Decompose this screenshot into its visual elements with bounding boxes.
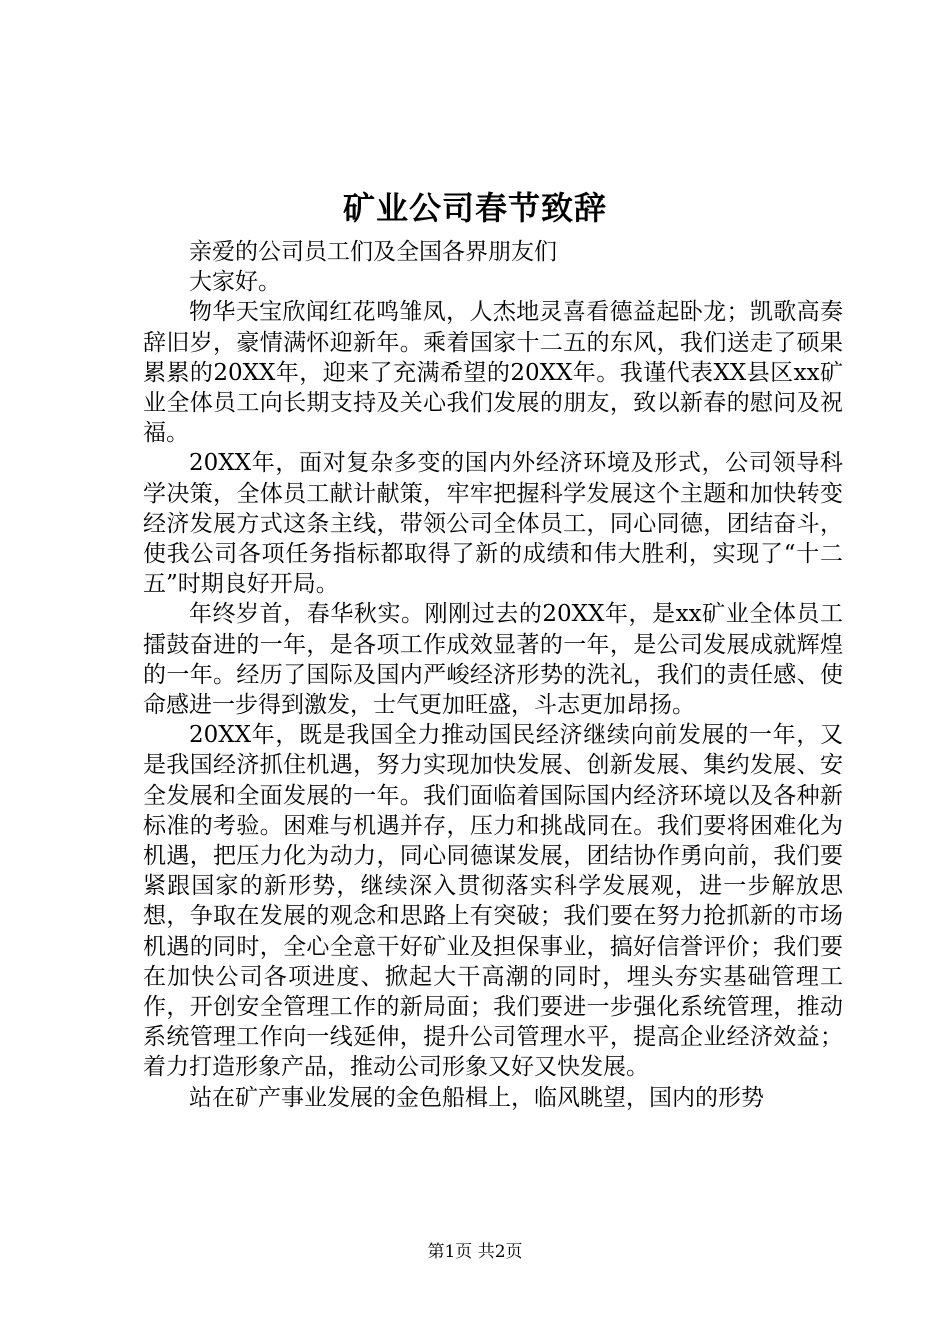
body-paragraph: 站在矿产事业发展的金色船楫上，临风眺望，国内的形势 <box>189 1084 764 1111</box>
page-number-footer: 第1页 共2页 <box>427 1242 523 1262</box>
body-paragraph: 年终岁首，春华秋实。刚刚过去的20XX年，是xx矿业全体员工擂鼓奋进的一年，是各项工作成效显著的一年，是公司发展成就辉煌的一年。经历了国际及国内严峻经济形势的洗礼，我们的责任感、使命感进一步得到激发，士气更加旺盛，斗志更加昂扬。 <box>143 601 843 719</box>
body-paragraph: 物华天宝欣闻红花鸣雏凤，人杰地灵喜看德益起卧龙；凯歌高奏辞旧岁，豪情满怀迎新年。乘着国家十二五的东风，我们送走了硕果累累的20XX年，迎来了充满希望的20XX年。我谨代表XX县区xx矿业全体员工向长期支持及关心我们发展的朋友，致以新春的慰问及祝福。 <box>143 299 843 447</box>
document-title: 矿业公司春节致辞 <box>342 189 607 227</box>
document-body <box>143 237 843 1113</box>
body-paragraph: 20XX年，既是我国全力推动国民经济继续向前发展的一年，又是我国经济抓住机遇，努力实现加快发展、创新发展、集约发展、安全发展和全面发展的一年。我们面临着国际国内经济环境以及各种新标准的考验。困难与机遇并存，压力和挑战同在。我们要将困难化为机遇，把压力化为动力，同心同德谋发展，团结协作勇向前，我们要紧跟国家的新形势，继续深入贯彻落实科学发展观，进一步解放思想，争取在发展的观念和思路上有突破；我们要在努力抢抓新的市场机遇的同时，全心全意干好矿业及担保事业，搞好信誉评价；我们要在加快公司各项进度、掀起大干高潮的同时，埋头夯实基础管理工作，开创安全管理工作的新局面；我们要进一步强化系统管理，推动系统管理工作向一线延伸，提升公司管理水平，提高企业经济效益；着力打造形象产品，推动公司形象又好又快发展。 <box>143 722 843 1081</box>
greeting-paragraph: 亲爱的公司员工们及全国各界朋友们 <box>189 239 557 265</box>
salutation-paragraph: 大家好。 <box>189 269 281 296</box>
body-paragraph: 20XX年，面对复杂多变的国内外经济环境及形式，公司领导科学决策，全体员工献计献策，牢牢把握科学发展这个主题和加快转变经济发展方式这条主线，带领公司全体员工，同心同德，团结奋斗，使我公司各项任务指标都取得了新的成绩和伟大胜利，实现了“十二五”时期良好开局。 <box>143 450 843 598</box>
